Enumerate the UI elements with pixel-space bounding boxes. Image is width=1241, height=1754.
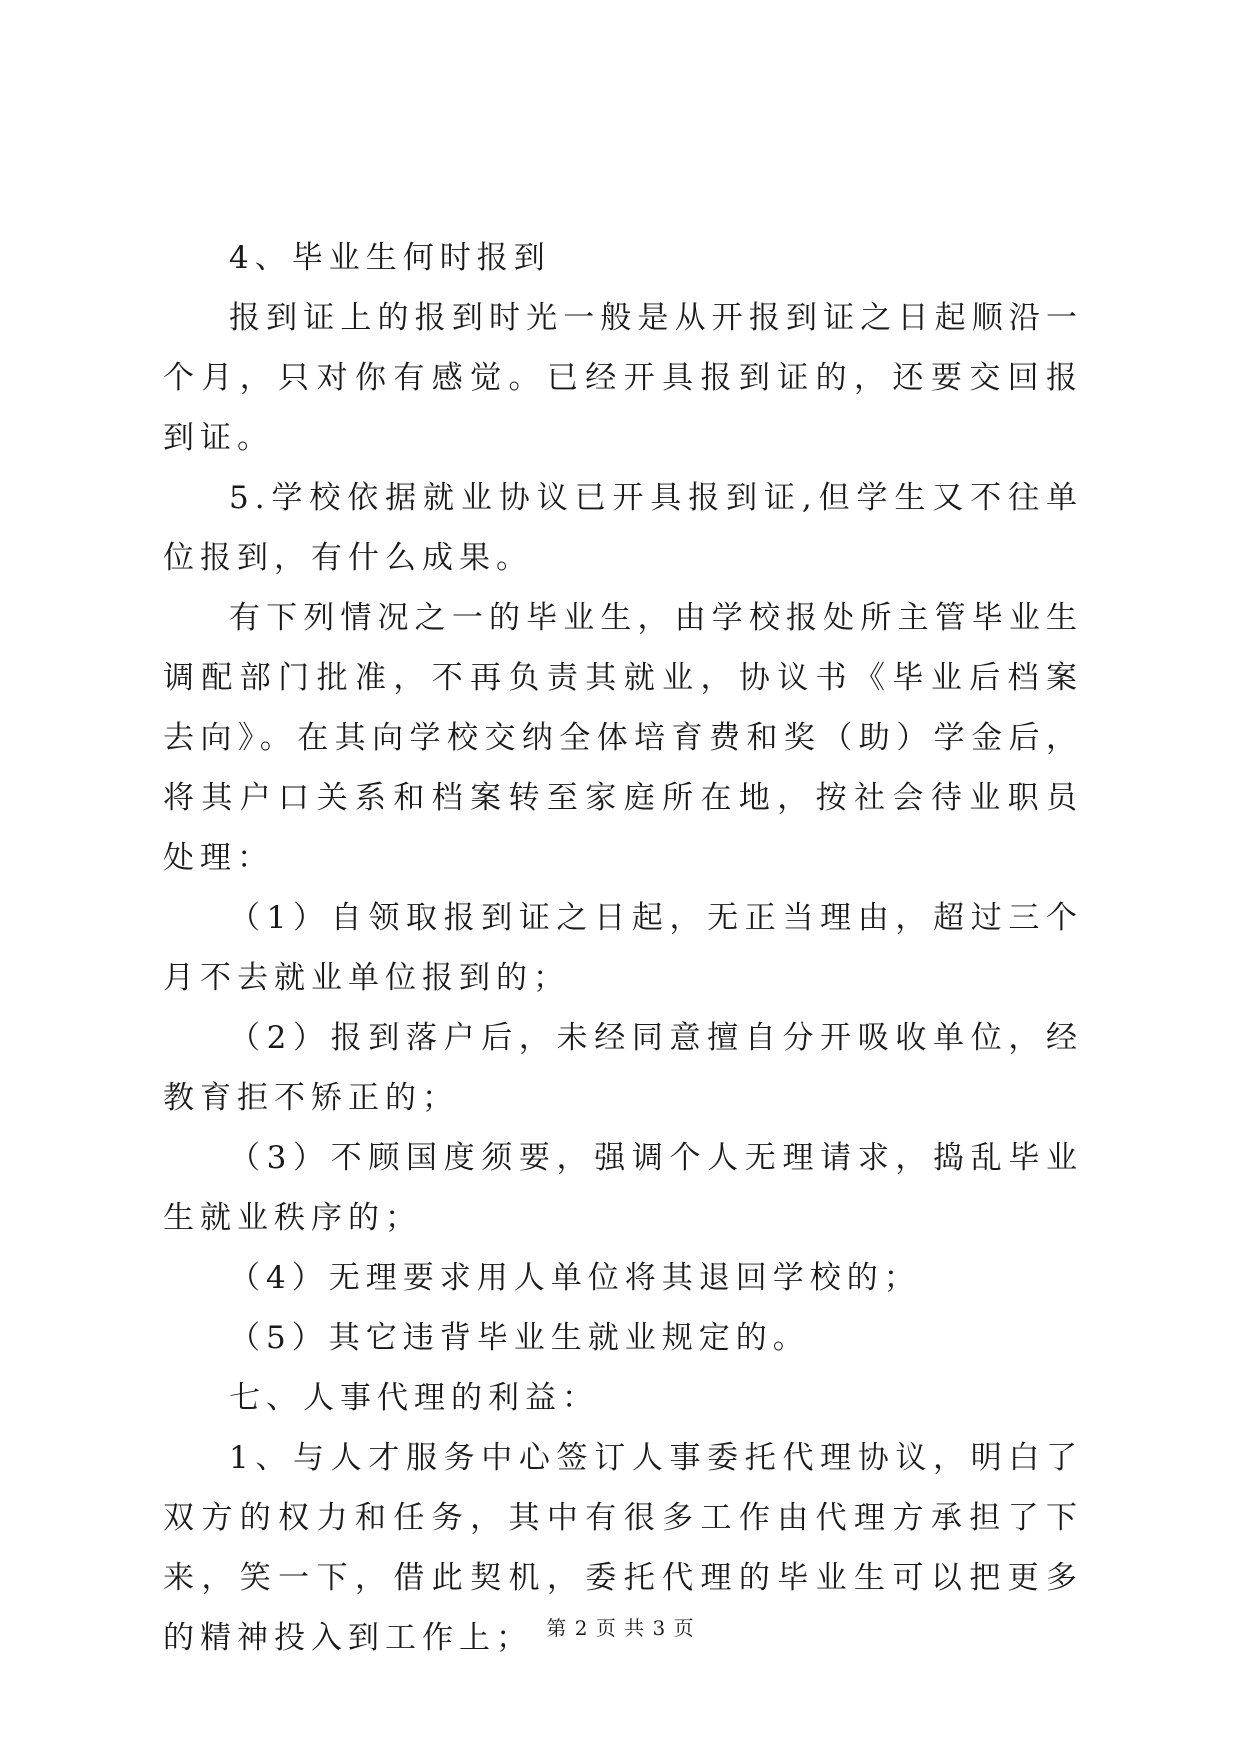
paragraph-benefit-1: 1、与人才服务中心签订人事委托代理协议，明白了双方的权力和任务，其中有很多工作由代理方承担了下来，笑一下，借此契机，委托代理的毕业生可以把更多的精神投入到工作上；: [163, 1440, 1083, 1656]
heading-consequences: 5.学校依据就业协议已开具报到证,但学生又不往单位报到，有什么成果。: [163, 480, 1083, 576]
document-body: [163, 228, 1083, 1668]
list-item-3: （3）不顾国度须要，强调个人无理请求，捣乱毕业生就业秩序的；: [163, 1140, 1083, 1236]
heading-when-to-report: 4、毕业生何时报到: [229, 240, 551, 276]
list-item-2: （2）报到落户后，未经同意擅自分开吸收单位，经教育拒不矫正的；: [163, 1020, 1083, 1116]
list-item-1: （1）自领取报到证之日起，无正当理由，超过三个月不去就业单位报到的；: [163, 900, 1083, 996]
list-item-5: （5）其它违背毕业生就业规定的。: [229, 1320, 810, 1356]
heading-benefits: 七、人事代理的利益：: [229, 1380, 599, 1416]
paragraph-conditions: 有下列情况之一的毕业生，由学校报处所主管毕业生调配部门批准，不再负责其就业，协议书《毕业后档案去向》。在其向学校交纳全体培育费和奖（助）学金后，将其户口关系和档案转至家庭所在地，按社会待业职员处理：: [163, 600, 1083, 876]
list-item-4: （4）无理要求用人单位将其退回学校的；: [229, 1260, 921, 1296]
paragraph-report-period: 报到证上的报到时光一般是从开报到证之日起顺沿一个月，只对你有感觉。已经开具报到证的，还要交回报到证。: [163, 300, 1083, 456]
page-number-footer: 第 2 页 共 3 页: [546, 1616, 695, 1640]
